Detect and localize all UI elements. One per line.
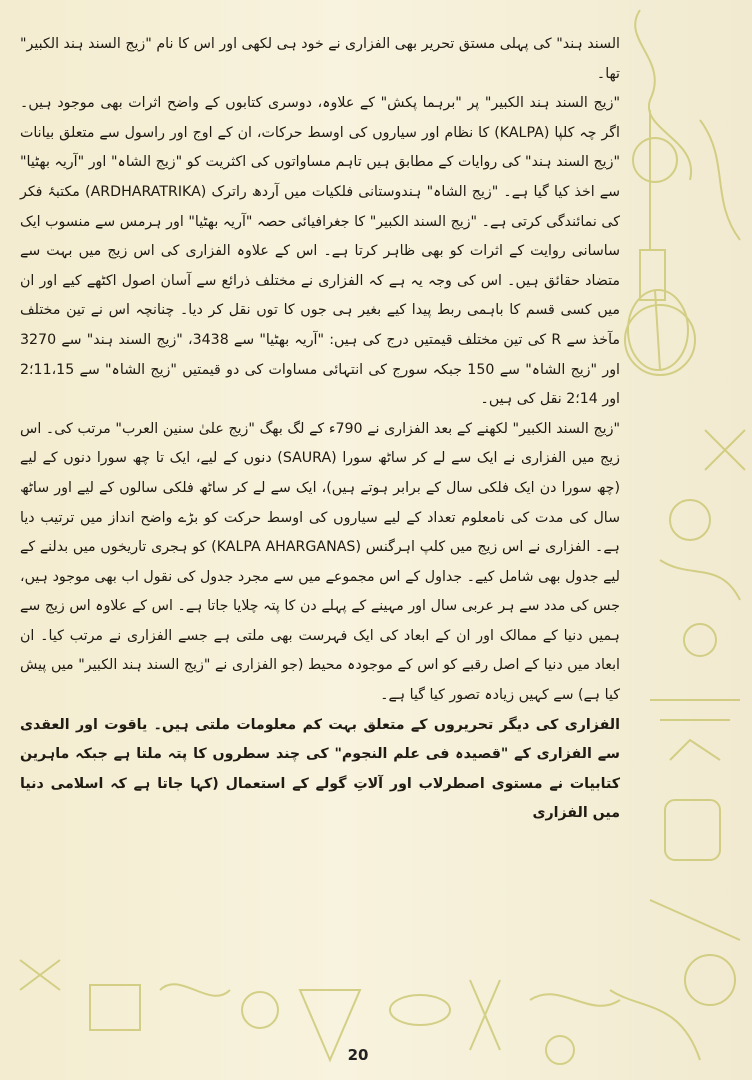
paragraph-3: "زیج السند الکبیر" لکھنے کے بعد الفزاری نے 790ء کے لگ بھگ "زیج علیٰ سنین العرب" مرتب کی۔ اس زیج میں الفزاری نے ایک سے لے کر ساٹھ سورا (SAURA) دنوں کے لیے، ایک تا چھ سورا دنوں کے لیے (چھ سورا دن ایک فلکی سال کے برابر ہوتے ہیں)، ایک سے لے کر ساٹھ فلکی سالوں کے لیے اور ساٹھ سال کی مدت کی نامعلوم تعداد کے لیے سیاروں کی اوسط حرکت کو بڑے واضح انداز میں ترتیب دیا ہے۔ الفزاری نے اس زیج میں کلپ اہرگنس (KALPA AHARGANAS) کو ہجری تاریخوں میں بدلنے کے لیے جدول بھی شامل کیے۔ جداول کے اس مجموعے میں سے مجرد جدول کی نقول اب بھی موجود ہیں، جس کی مدد سے ہر عربی سال اور مہینے کے پہلے دن کا پتہ چلایا جاتا ہے۔ اس کے علاوہ اس زیج سے ہمیں دنیا کے ممالک اور ان کے ابعاد کی ایک فہرست بھی ملتی ہے جسے الفزاری نے مرتب کیا۔ ان ابعاد میں دنیا کے اصل رقبے کو اس کے موجودہ محیط (جو الفزاری نے "زیج السند ہند الکبیر" میں پیش کیا ہے) سے کہیں زیادہ تصور کیا گیا ہے۔: [20, 420, 621, 704]
paragraph-4: الفزاری کی دیگر تحریروں کے متعلق بہت کم معلومات ملتی ہیں۔ یاقوت اور العقدی سے الفزاری کے "قصیدہ فی علم النجوم" کی چند سطروں کا پتہ ملتا ہے جبکہ ماہرین کتابیات نے مستوی اصطرلاب اور آلاتِ گولے کے استعمال (کہا جاتا ہے کہ اسلامی دنیا میں الفزاری: [20, 716, 620, 822]
paragraph-2: "زیج السند ہند الکبیر" پر "برہما پکش" کے علاوہ، دوسری کتابوں کے واضح اثرات بھی موجود ہیں۔ اگر چہ کلپا (KALPA) کا نظام اور سیاروں کی اوسط حرکات، ان کے اوج اور راسول سے متعلق بیانات "زیج السند ہند" کی روایات کے مطابق ہیں تاہم مساواتوں کی اکثریت کو "زیج الشاہ" اور "آریہ بھٹیا" سے اخذ کیا گیا ہے۔ "زیج الشاہ" ہندوستانی فلکیات میں آردھ راترک (ARDHARATRIKA) مکتبۂ فکر کی نمائندگی کرتی ہے۔ "زیج السند الکبیر" کا جغرافیائی حصہ "آریہ بھٹیا" اور ہرمس سے منسوب ایک ساسانی روایت کے اثرات کو بھی ظاہر کرتا ہے۔ اس کے علاوہ الفزاری کی اس زیج میں بہت سے متضاد حقائق ہیں۔ اس کی وجہ یہ ہے کہ الفزاری نے مختلف ذرائع سے آسان اصول اکٹھے کیے اور ان میں کسی قسم کا باہمی ربط پیدا کیے بغیر ہی جوں کا توں نقل کر دیا۔ چنانچہ اس نے تین مختلف مآخذ سے R کی تین مختلف قیمتیں درج کی ہیں: "آریہ بھٹیا" سے 3438، "زیج السند ہند" سے 3270 اور "زیج الشاہ" سے 150 جبکہ سورج کی انتہائی مساوات کی دو قیمتیں "زیج الشاہ" سے 11،15؛2 اور 14؛2 نقل کی ہیں۔: [20, 95, 621, 408]
page-number: 20: [347, 1046, 369, 1064]
paragraph-1: السند ہند" کی پہلی مستق تحریر بھی الفزاری نے خود ہی لکھی اور اس کا نام "زیج السند ہند الکبیر" تھا۔: [20, 36, 620, 82]
article-text: [20, 30, 620, 829]
